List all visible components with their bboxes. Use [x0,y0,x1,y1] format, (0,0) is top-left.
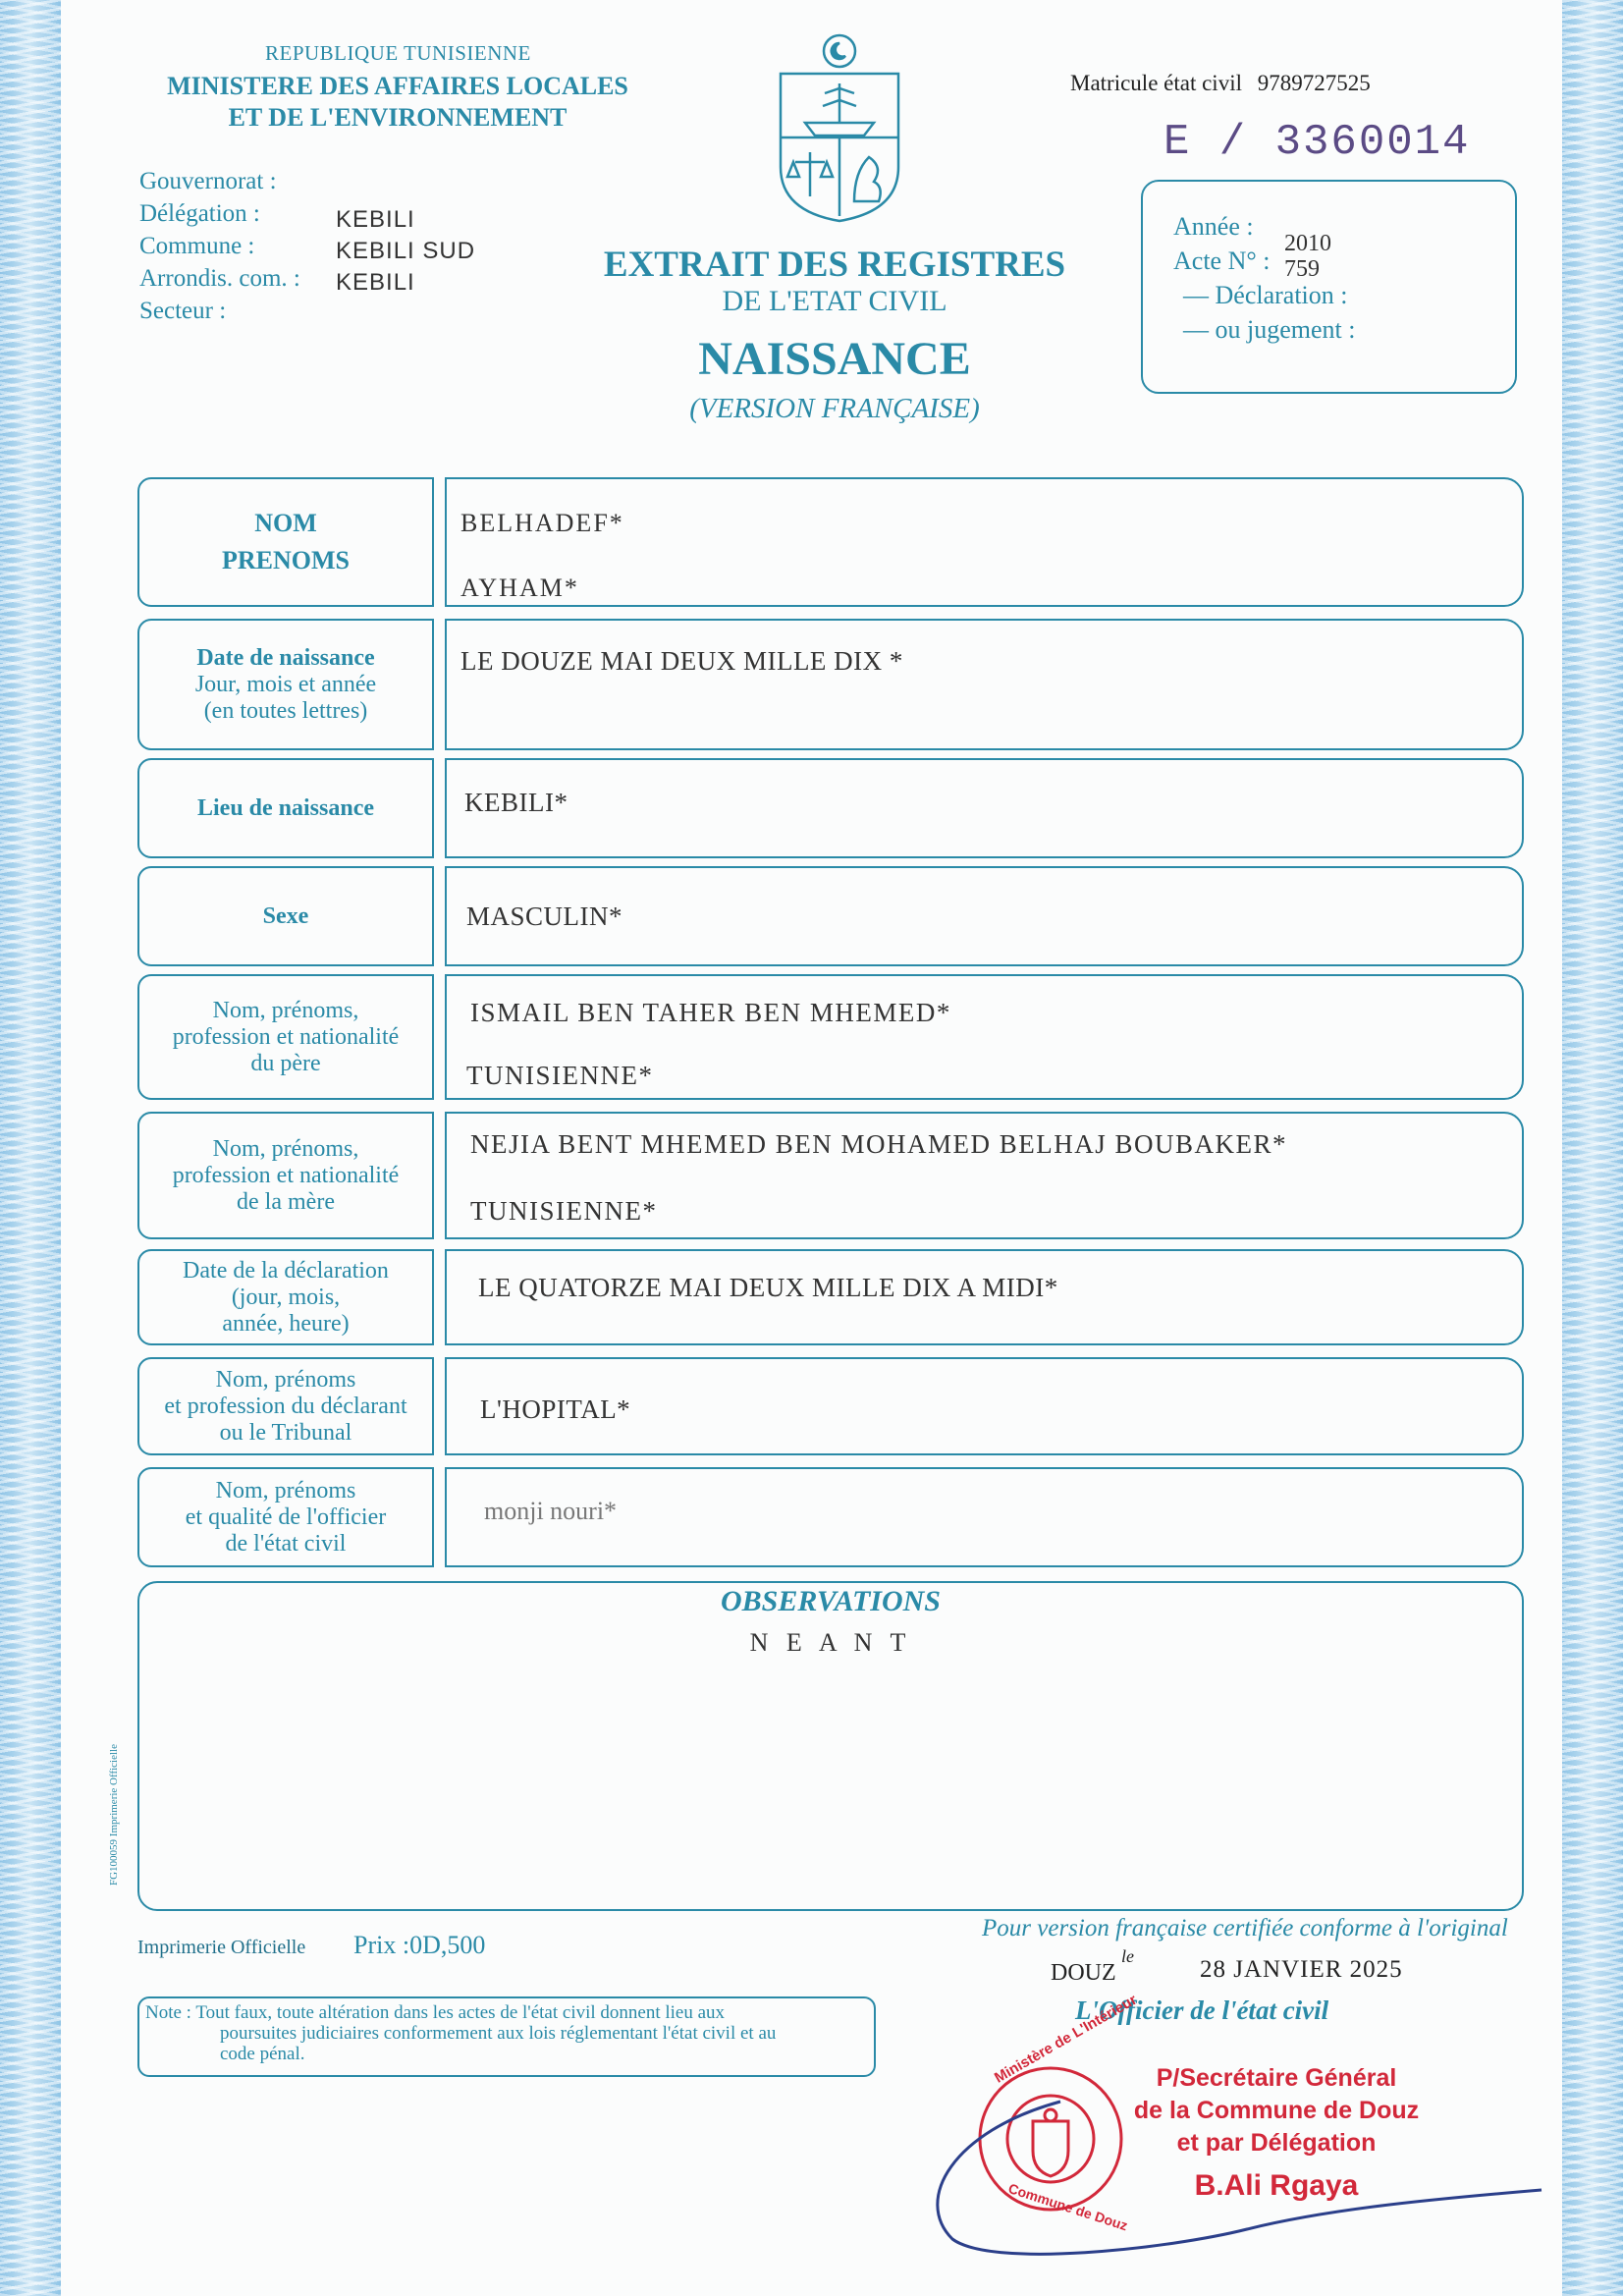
acte-value: 759 [1284,256,1320,282]
sexe-value: MASCULIN* [466,902,623,931]
row-date-naissance [137,619,1524,750]
guilloche-border-right [1562,0,1623,2296]
decl-label-line1: Date de la déclaration [183,1257,389,1284]
decl-label-line2: (jour, mois, [231,1284,341,1310]
side-print-code: FG100059 Imprimerie Officielle [108,1744,120,1886]
declarant-value: L'HOPITAL* [480,1394,631,1424]
pere-name-value: ISMAIL BEN TAHER BEN MHEMED* [470,998,951,1027]
officer-title: L'Officier de l'état civil [1075,1995,1329,2025]
mere-label-line3: de la mère [237,1188,335,1215]
seal-top-text: Ministère de L'Intérieur [992,1991,1140,2087]
commune-label: Commune : [139,233,255,259]
row-declarant [137,1357,1524,1455]
acte-label: Acte N° : [1173,246,1271,275]
le-label: le [1121,1946,1134,1966]
location-values [336,204,475,299]
date-label-line1: Date de naissance [196,644,375,671]
jugement-label: — ou jugement : [1183,315,1356,344]
document-type: NAISSANCE [698,333,971,385]
ministry-line1: MINISTERE DES AFFAIRES LOCALES [167,72,628,100]
date-label-line2: Jour, mois et année [194,671,377,697]
row-officier [137,1467,1524,1567]
nom-prenoms-label [137,477,434,607]
document-title: EXTRAIT DES REGISTRES [603,245,1066,285]
nom-prenoms-value-cell [445,477,1524,607]
mere-label [137,1112,434,1239]
nom-value: BELHADEF* [460,509,624,537]
row-lieu-naissance [137,758,1524,858]
document-version: (VERSION FRANÇAISE) [689,393,980,424]
pere-label-line2: profession et nationalité [172,1023,400,1050]
certified-statement: Pour version française certifiée conforme à l'original [982,1915,1508,1941]
date-naissance-value: LE DOUZE MAI DEUX MILLE DIX * [460,646,903,676]
matricule-block [1070,71,1371,96]
date-label-line3: (en toutes lettres) [203,697,368,724]
gouvernorat-label: Gouvernorat : [139,168,277,194]
row-sexe [137,866,1524,966]
matricule-value: 9789727525 [1257,71,1371,95]
declarant-value-cell [445,1357,1524,1455]
delegation-value: KEBILI [336,206,415,233]
handwritten-signature-icon [913,2092,1561,2269]
annee-value: 2010 [1284,231,1331,256]
prenoms-label: PRENOMS [222,546,350,574]
ministry-title [152,71,643,134]
serial-number: E / 3360014 [1163,118,1471,167]
declaration-label: — Déclaration : [1183,281,1348,309]
pere-label-line3: du père [250,1050,321,1076]
pere-nationality-value: TUNISIENNE* [466,1061,654,1090]
officier-label-line1: Nom, prénoms [215,1477,356,1503]
annee-label: Année : [1173,212,1254,241]
pere-label-line1: Nom, prénoms, [212,997,359,1023]
declaration-date-value-cell [445,1249,1524,1345]
declaration-date-value: LE QUATORZE MAI DEUX MILLE DIX A MIDI* [478,1273,1058,1302]
mere-label-line1: Nom, prénoms, [212,1135,359,1162]
issue-date: 28 JANVIER 2025 [1200,1956,1403,1983]
arrondis-value: KEBILI [336,269,415,296]
mere-value-cell [445,1112,1524,1239]
nom-label: NOM [254,509,317,537]
stamp-line1: P/Secrétaire Général [1156,2064,1397,2092]
arrondis-label: Arrondis. com. : [139,265,300,292]
row-pere [137,974,1524,1100]
date-naissance-value-cell [445,619,1524,750]
sexe-label: Sexe [137,866,434,966]
date-naissance-label [137,619,434,750]
declarant-label-line2: et profession du déclarant [164,1393,407,1419]
place-label: DOUZ [1051,1960,1116,1986]
ministry-line2: ET DE L'ENVIRONNEMENT [228,103,568,132]
note-line3: code pénal. [220,2044,305,2064]
secteur-label: Secteur : [139,298,227,324]
observations-box [137,1581,1524,1911]
lieu-label: Lieu de naissance [137,758,434,858]
prix-label: Prix :0D,500 [353,1931,486,1959]
declarant-label-line3: ou le Tribunal [219,1419,352,1446]
row-mere [137,1112,1524,1239]
officier-label-line3: de l'état civil [225,1530,347,1557]
guilloche-border-left [0,0,61,2296]
matricule-label: Matricule état civil [1070,71,1242,95]
location-labels [139,165,300,327]
prenom-value: AYHAM* [460,574,579,602]
declaration-date-label [137,1249,434,1345]
delegation-label: Délégation : [139,200,260,227]
declarant-label-line1: Nom, prénoms [215,1366,356,1393]
observations-value: N E A N T [749,1628,912,1657]
seal-bottom-text: Commune de Douz [1006,2180,1130,2234]
observations-title: OBSERVATIONS [721,1585,941,1617]
pere-label [137,974,434,1100]
lieu-value: KEBILI* [464,788,568,817]
officier-label-line2: et qualité de l'officier [185,1503,387,1530]
officier-label [137,1467,434,1567]
acte-values [1284,231,1331,282]
officier-value-cell [445,1467,1524,1567]
stamp-name: B.Ali Rgaya [1194,2169,1359,2202]
republic-label: REPUBLIQUE TUNISIENNE [265,41,531,65]
row-nom-prenoms [137,477,1524,607]
legal-note [137,1996,876,2077]
mere-nationality-value: TUNISIENNE* [470,1196,658,1226]
sexe-value-cell [445,866,1524,966]
note-line2: poursuites judiciaires conformement aux lois réglementant l'état civil et au [220,2023,777,2044]
document-subtitle: DE L'ETAT CIVIL [722,285,947,317]
declarant-label [137,1357,434,1455]
stamp-line3: et par Délégation [1176,2129,1377,2157]
stamp-line2: de la Commune de Douz [1133,2097,1420,2124]
decl-label-line3: année, heure) [222,1310,350,1337]
imprimerie-label: Imprimerie Officielle [137,1937,306,1958]
commune-value: KEBILI SUD [336,238,476,264]
note-line1: Note : Tout faux, toute altération dans les actes de l'état civil donnent lieu aux [145,2002,726,2023]
officier-value: monji nouri* [484,1497,618,1525]
coat-of-arms-icon [766,29,913,226]
mere-name-value: NEJIA BENT MHEMED BEN MOHAMED BELHAJ BOUBAKER* [470,1129,1288,1159]
row-date-declaration [137,1249,1524,1345]
lieu-value-cell [445,758,1524,858]
pere-value-cell [445,974,1524,1100]
mere-label-line2: profession et nationalité [172,1162,400,1188]
